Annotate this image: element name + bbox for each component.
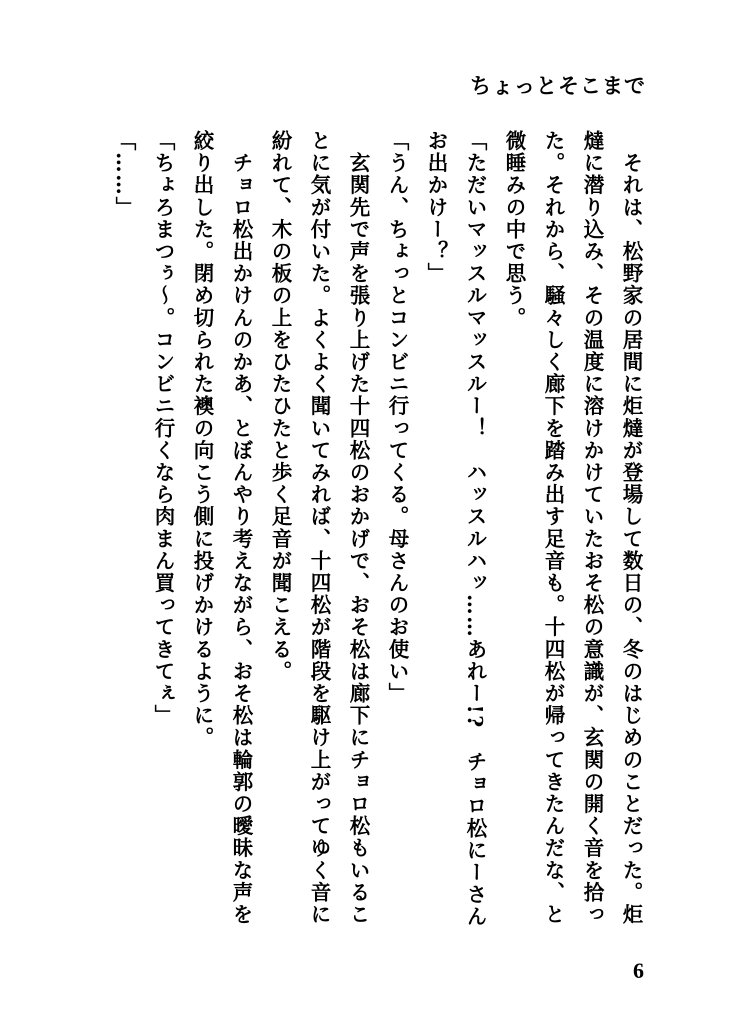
paragraph: チョロ松出かけんのかあ、とぼんやり考えながら、おそ松は輪郭の曖昧な声を絞り出した。閉め切られた襖の向こう側に投げかけるように。 bbox=[190, 130, 253, 926]
body-text bbox=[80, 130, 650, 930]
running-title: ちょっとそこまで bbox=[470, 73, 646, 98]
paragraph: 「ちょろまつぅ～。コンビニ行くなら肉まん買ってきてぇ」 bbox=[151, 130, 175, 727]
paragraph: 「ただいマッスルマッスルー！ ハッスルハッ……あれー!? チョロ松にーさんお出かけー？」 bbox=[424, 130, 487, 928]
paragraph: それは、松野家の居間に炬燵が登場して数日の、冬のはじめのことだった。炬燵に潜り込み、その温度に溶けかけていたおそ松の意識が、玄関の開く音を拾った。それから、騒々しく廊下を踏み出す足音も。十四松が帰ってきたんだな、と微睡みの中で思う。 bbox=[502, 130, 643, 926]
paragraph: 玄関先で声を張り上げた十四松のおかげで、おそ松は廊下にチョロ松もいることに気が付いた。よくよく聞いてみれば、十四松が階段を駆け上がってゆく音に紛れて、木の板の上をひたひたと歩く足音が聞こえる。 bbox=[268, 130, 370, 926]
paragraph: 「うん、ちょっとコンビニ行ってくる。母さんのお使い」 bbox=[385, 130, 409, 705]
paragraph: 「……」 bbox=[112, 130, 136, 219]
page-number: 6 bbox=[633, 958, 644, 983]
